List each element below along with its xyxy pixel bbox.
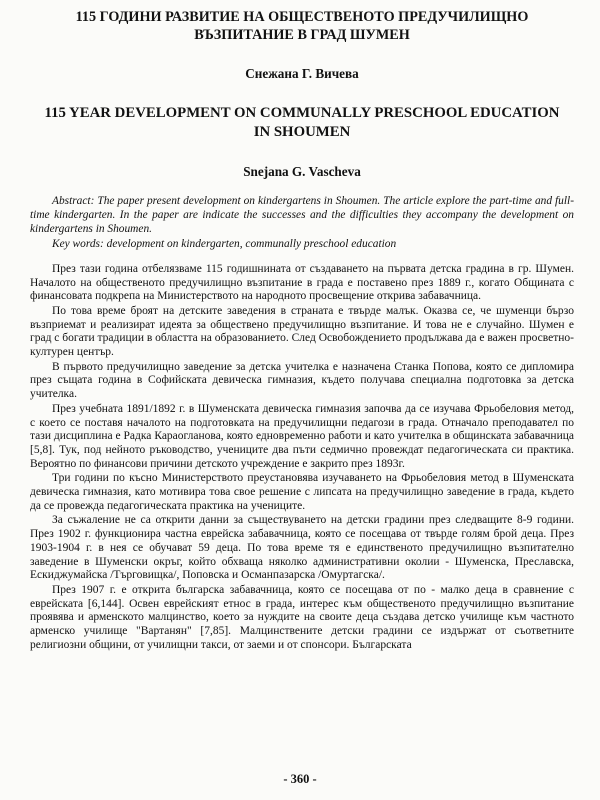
title-bulgarian-line-2: ВЪЗПИТАНИЕ В ГРАД ШУМЕН: [194, 27, 410, 43]
title-bulgarian: [30, 8, 574, 44]
paragraph: През 1907 г. е открита българска забавачница, която се посещава от по - малко деца в сравнение с еврейската [6,144]. Освен еврейският етнос в града, интерес към общественото предучилищно възпитание проявява и арменското малцинство, което за нуждите на своите деца създава детско училище към частното арменско училище "Вартанян" [7,85]. Малцинствените детски градини се издържат от съответните религиозни общини, от училищни такси, от заеми и от спонсори. Българската: [30, 583, 574, 651]
paragraph: В първото предучилищно заведение за детска учителка е назначена Станка Попова, която се дипломира през същата година в Софийската девическа гимназия, където получава специална подготовка за детска учителка.: [30, 360, 574, 401]
author-bulgarian: Снежана Г. Вичева: [245, 66, 359, 81]
title-english-line-2: IN SHOUMEN: [253, 124, 351, 140]
paragraph: По това време броят на детските заведения в страната е твърде малък. Оказва се, че шуменци бързо възприемат и реализират идеята за обществено предучилищно възпитание. И това не е случайно. Шумен е град с богати традиции в областта на образованието. След Освобождението продължава да е важен просветно-културен център.: [30, 304, 574, 359]
paragraph: Три години по късно Министерството преустановява изучаването на Фрьобеловия метод в Шуменската девическа гимназия, като мотивира това свое решение с липсата на предучилищно заведение в града, където да се провежда педагогическата практика на учениците.: [30, 472, 574, 512]
title-english-line-1: 115 YEAR DEVELOPMENT ON COMMUNALLY PRESCHOOL EDUCATION: [44, 105, 560, 121]
paragraph: През тази година отбелязваме 115 годишнината от създаването на първата детска градина в гр. Шумен. Началото на общественото предучилищно възпитание в града е поставено през 1889 г., когато Общината с финансовата подкрепа на Министерството на народното просвещение открива забавачница.: [30, 262, 574, 303]
abstract: Abstract: The paper present development on kindergartens in Shoumen. The article explore the part-time and full-time kindergarten. In the paper are indicate the successes and the difficulties they accompany the development on kindergartens in Shoumen.: [30, 195, 574, 236]
title-english: [30, 104, 574, 142]
keywords: Key words: development on kindergarten, communally preschool education: [52, 237, 397, 250]
page-number: - 360 -: [283, 772, 317, 786]
paragraph: През учебната 1891/1892 г. в Шуменската девическа гимназия започва да се изучава Фрьобеловия метод, с което се поставя началото на подготовката на предучилищни педагози в града. Отначало преподавател по тази дисциплина е Радка Караогланова, която едновременно работи и като учителка в общинската забавачница [5,8]. Тук, под нейното ръководство, учениците два пъти седмично провеждат педагогическата си практика. Вероятно по финансови причини детското учреждение е закрито през 1893г.: [30, 402, 574, 470]
author-english: Snejana G. Vascheva: [243, 164, 361, 179]
paragraph: За съжаление не са открити данни за съществуването на детски градини през следващите 8-9 години. През 1902 г. функционира частна еврейска забавачница, която се посещава от твърде голям брой деца. През 1903-1904 г. в нея се обучават 59 деца. По това време тя е единственото предучилищно възпитателно заведение в Шуменски окръг, който обхваща няколко административни околии - Шуменска, Преславска, Ескиджумайска /Търговищка/, Поповска и Османпазарска /Омуртагска/.: [30, 514, 574, 582]
title-bulgarian-line-1: 115 ГОДИНИ РАЗВИТИЕ НА ОБЩЕСТВЕНОТО ПРЕДУЧИЛИЩНО: [75, 9, 529, 25]
body-text: [30, 263, 574, 653]
